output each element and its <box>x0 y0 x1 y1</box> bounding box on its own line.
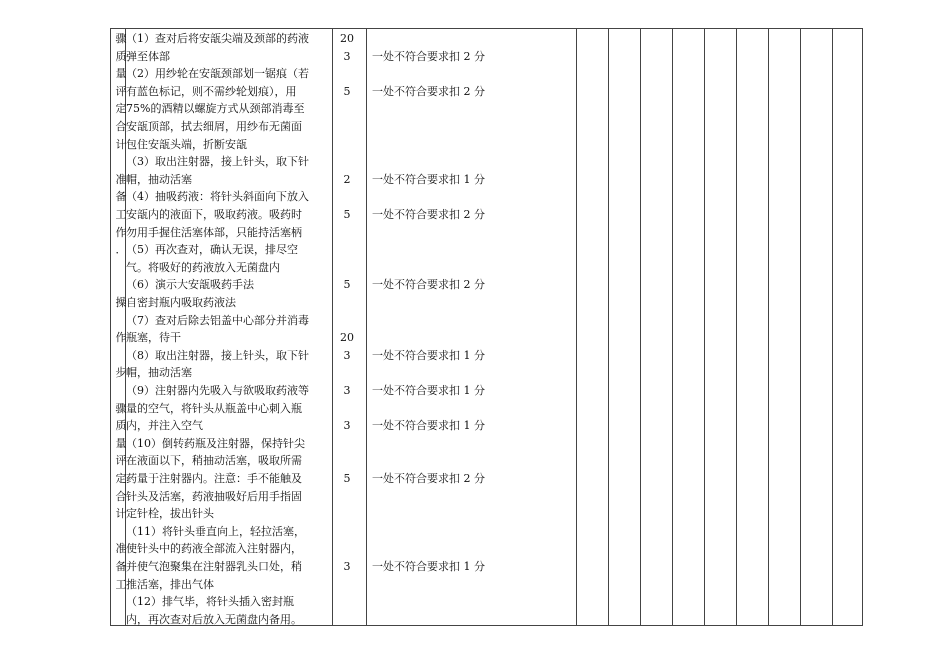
procedure-line: 内，并注入空气 <box>126 419 203 433</box>
procedure-line: 定针栓，拔出针头 <box>126 507 214 521</box>
category-char: 准 <box>115 542 127 556</box>
column-divider <box>704 28 705 626</box>
score-value: 3 <box>343 348 351 362</box>
column-divider <box>736 28 737 626</box>
procedure-line: 勿用手握住活塞体部，只能持活塞柄 <box>126 225 302 239</box>
category-char: 准 <box>115 172 127 186</box>
deduction-criterion: 一处不符合要求扣 2 分 <box>372 472 485 485</box>
score-value: 20 <box>340 32 354 45</box>
procedure-line: （7）查对后除去铝盖中心部分并消毒 <box>126 313 309 327</box>
procedure-line: 使针头中的药液全部流入注射器内， <box>126 542 302 556</box>
procedure-line: （6）演示大安瓿吸药手法 <box>126 278 254 292</box>
column-divider <box>640 28 641 626</box>
category-char: 步 <box>115 366 127 380</box>
category-char: ． <box>115 243 127 257</box>
procedure-line: （1）查对后将安瓿尖端及颈部的药液 <box>126 32 309 45</box>
category-char: 量 <box>115 67 127 81</box>
score-value: 5 <box>343 208 351 221</box>
deduction-criterion: 一处不符合要求扣 1 分 <box>372 384 485 397</box>
deduction-criterion: 一处不符合要求扣 2 分 <box>372 208 485 221</box>
deduction-criterion: 一处不符合要求扣 2 分 <box>372 278 485 292</box>
score-value: 5 <box>343 278 351 292</box>
category-char: 定 <box>115 472 127 485</box>
procedure-line: 瓶塞，待干 <box>126 331 181 345</box>
category-char: 作 <box>115 225 127 239</box>
procedure-line: 药量于注射器内。注意：手不能触及 <box>126 472 302 485</box>
deduction-criterion: 一处不符合要求扣 2 分 <box>372 49 485 63</box>
category-char: 备 <box>115 190 127 204</box>
deduction-criterion: 一处不符合要求扣 2 分 <box>372 84 485 98</box>
category-char: 工 <box>115 208 127 221</box>
column-divider <box>800 28 801 626</box>
procedure-line: （10）倒转药瓶及注射器，保持针尖 <box>126 436 305 450</box>
procedure-line: （4）抽吸药液：将针头斜面向下放入 <box>126 190 309 204</box>
category-char: 量 <box>115 436 127 450</box>
category-char: 合 <box>115 120 127 133</box>
score-value: 2 <box>343 172 351 186</box>
category-char: 质 <box>115 419 127 433</box>
score-value: 3 <box>343 384 351 397</box>
procedure-line: 安瓿内的液面下，吸取药液。吸药时 <box>126 208 302 221</box>
procedure-line: 自密封瓶内吸取药液法 <box>126 296 236 309</box>
score-value: 3 <box>343 49 351 63</box>
procedure-line: 包住安瓿头端，折断安瓿 <box>126 137 247 151</box>
score-value: 3 <box>343 419 351 433</box>
procedure-line: 帽，抽动活塞 <box>126 172 192 186</box>
deduction-criterion: 一处不符合要求扣 1 分 <box>372 419 485 433</box>
deduction-criterion: 一处不符合要求扣 1 分 <box>372 348 485 362</box>
deduction-criterion: 一处不符合要求扣 1 分 <box>372 172 485 186</box>
procedure-line: 量的空气，将针头从瓶盖中心刺入瓶 <box>126 401 302 415</box>
category-char: 计 <box>115 507 127 521</box>
category-char: 骤 <box>115 401 127 415</box>
procedure-line: （8）取出注射器，接上针头，取下针 <box>126 348 309 362</box>
category-char: 工 <box>115 577 127 591</box>
procedure-line: 针头及活塞，药液抽吸好后用手指固 <box>126 489 302 503</box>
procedure-line: （3）取出注射器，接上针头，取下针 <box>126 155 309 169</box>
procedure-line: （5）再次查对，确认无误，排尽空 <box>126 243 298 257</box>
category-char: 评 <box>115 84 127 98</box>
deduction-criterion: 一处不符合要求扣 1 分 <box>372 560 485 573</box>
score-value: 3 <box>343 560 351 573</box>
procedure-line: 75%的酒精以螺旋方式从颈部消毒至 <box>126 102 305 116</box>
column-divider <box>672 28 673 626</box>
score-value: 20 <box>340 331 354 345</box>
category-char: 评 <box>115 454 127 468</box>
procedure-line: 推活塞，排出气体 <box>126 577 214 591</box>
procedure-line: 帽，抽动活塞 <box>126 366 192 380</box>
category-char: 质 <box>115 49 127 63</box>
category-char: 合 <box>115 489 127 503</box>
column-divider <box>332 28 333 626</box>
procedure-line: 内，再次查对后放入无菌盘内备用。 <box>126 612 302 626</box>
procedure-line: 在液面以下，稍抽动活塞，吸取所需 <box>126 454 302 468</box>
column-divider <box>366 28 367 626</box>
score-value: 5 <box>343 84 351 98</box>
procedure-line: （11）将针头垂直向上，轻拉活塞， <box>126 524 305 538</box>
procedure-line: 安瓿顶部，拭去细屑，用纱布无菌面 <box>126 120 302 133</box>
procedure-line: （9）注射器内先吸入与欲吸取药液等 <box>126 384 309 397</box>
procedure-line: （12）排气毕，将针头插入密封瓶 <box>126 595 294 609</box>
category-char: 作 <box>115 331 127 345</box>
column-divider <box>768 28 769 626</box>
category-char: 备 <box>115 560 127 573</box>
procedure-line: 气。将吸好的药液放入无菌盘内 <box>126 260 280 274</box>
procedure-line: 有蓝色标记，则不需纱轮划痕），用 <box>126 84 297 98</box>
column-divider <box>576 28 577 626</box>
procedure-line: 弹至体部 <box>126 49 170 63</box>
category-char: 骤 <box>115 32 127 45</box>
score-value: 5 <box>343 472 351 485</box>
category-char: 计 <box>115 137 127 151</box>
column-divider <box>832 28 833 626</box>
procedure-line: （2）用纱轮在安瓿颈部划一锯痕（若 <box>126 67 309 81</box>
category-char: 定 <box>115 102 127 116</box>
procedure-line: 并使气泡聚集在注射器乳头口处，稍 <box>126 560 302 573</box>
column-divider <box>608 28 609 626</box>
category-char: 操 <box>115 296 127 309</box>
